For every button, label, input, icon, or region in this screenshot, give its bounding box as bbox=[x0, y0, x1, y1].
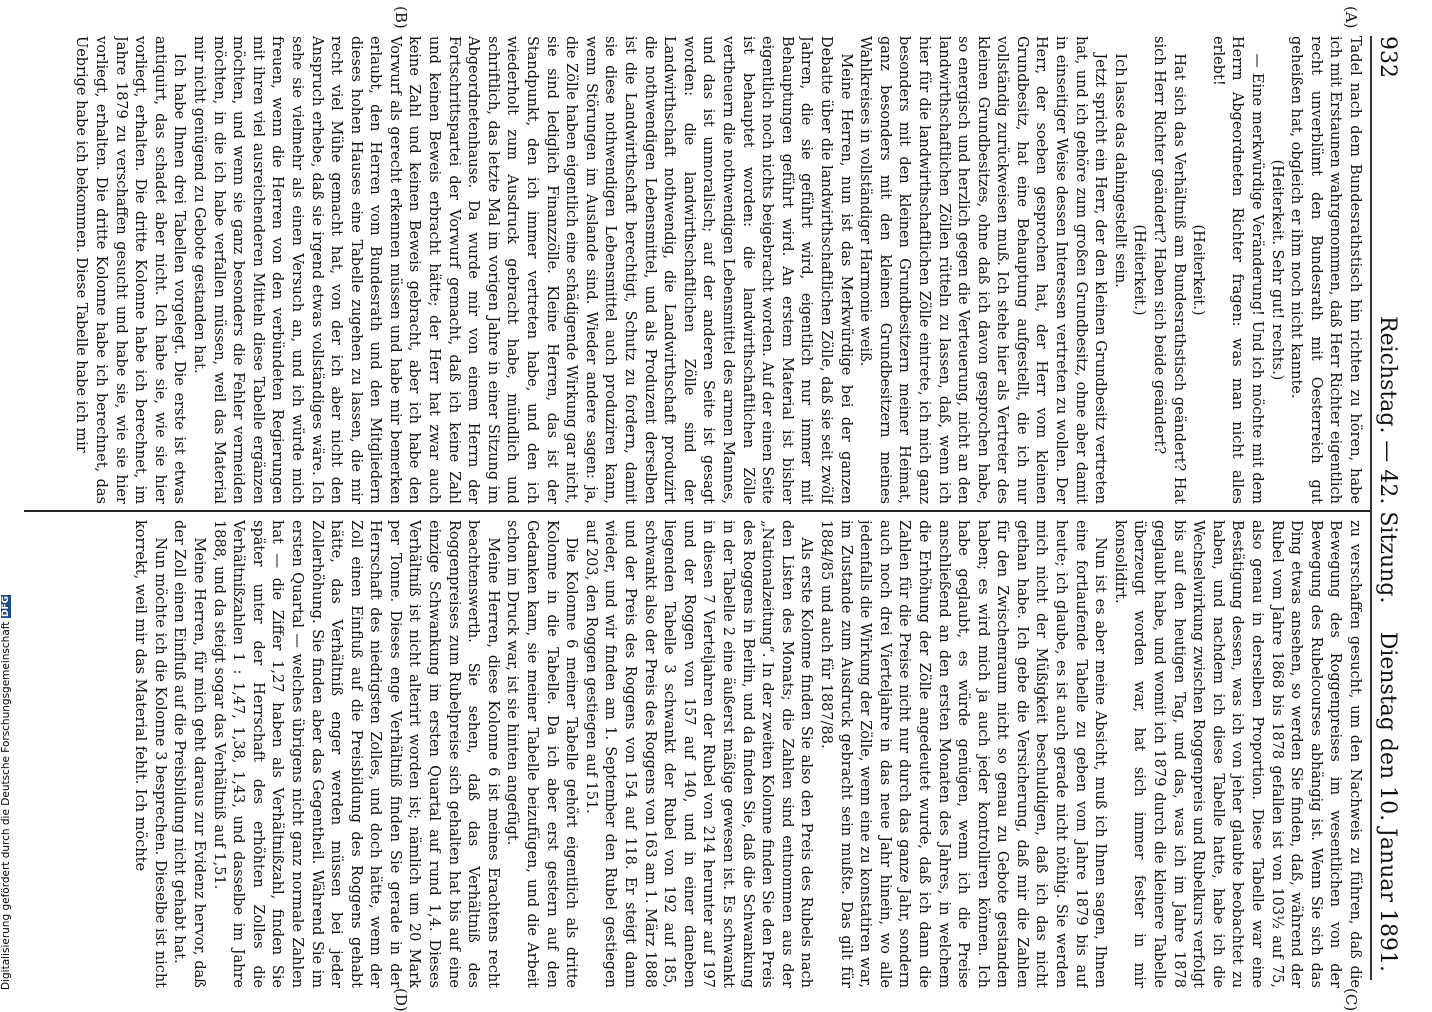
margin-marker-d: (D) bbox=[392, 988, 410, 1012]
interjection: (Heiterkeit. Sehr gut! rechts.) bbox=[1268, 159, 1285, 381]
paragraph: Ich habe Ihnen drei Tabellen vorgelegt. Die erste ist etwas antiquirt, das schadet aber nicht. Ich habe sie, wie sie hier vorliegt, erhalten. Die dritte Kolonne habe ich berechnet, im Jahre 1879 zu verschaffen gesucht und habe sie, wie sie hier vorliegt, erhalten. Die dritte Kolonne habe ich berechnet, das Uebrige habe ich bekommen. Diese Tabelle habe ich mir bbox=[73, 36, 188, 504]
left-text-column bbox=[24, 36, 1364, 504]
page-number: 932 bbox=[1375, 36, 1400, 78]
paragraph: Als erste Kolonne finden Sie also den Preis des Rubels nach den Listen des Monats; die Zahlen sind entnommen aus der „Nationalzeitung“. In der zweiten Kolonne finden Sie den Preis des Roggens in Berlin, und da finden Sie, daß die Schwankung in der Tabelle 2 eine äußerst mäßige gewesen ist. Es schwankt in diesen 7 Vierteljahren der Rubel von 214 herunter auf 197 und der Roggen von 157 auf 140, und in einer daneben liegenden Tabelle 3 schwankt der Rubel von 192 auf 185, schwankt also der Preis des Roggens von 163 am 1. März 1888 und der Preis des Roggens von 154 auf 118. Er steigt dann wieder, und wir finden am 1. September den Rubel gestiegen auf 203, den Roggen gestiegen auf 151. bbox=[582, 520, 815, 988]
column-divider bbox=[24, 510, 1370, 512]
paragraph: Nun ist es aber meine Absicht, muß ich Ihnen sagen, Ihnen eine fortlaufende Tabelle zu geben vom Jahre 1879 bis auf heute; ich glaube, es ist auch gerade nicht nöthig. Sie werden mich nicht der Müßigkeit beschuldigen, daß ich das nicht gethan habe. Ich gebe die Versicherung, daß mir die Zahlen für den Zwischenraum nicht so genau zu Gebote gestanden haben; es wird mich ja auch jeder kontrolliren können. Ich habe geglaubt, es würde genügen, wenn ich die Preise anschließend an den ersten Monaten des Jahres, in welchem die Erhöhung der Zölle angedeutet wurde, daß ich dann die Zahlen für die Preise nicht nur durch das ganze Jahr, sondern auch noch drei Vierteljahre in das neue Jahr hinein, wo alle jedenfalls die Wirkung der Zölle, wenn eine zu konstatiren war, im Zustande zum Ausdruck gebracht sein mußte. Das gilt für 1884/85 und auch für 1887/88. bbox=[817, 520, 1109, 988]
running-title: Reichstag. — 42. Sitzung. bbox=[1375, 316, 1400, 604]
margin-marker-b: (B) bbox=[392, 6, 410, 29]
session-date: Dienstag den 10. Januar 1891. bbox=[1375, 631, 1400, 972]
right-text-column bbox=[24, 520, 1364, 988]
paragraph: Jetzt spricht ein Herr, der den kleinen Grundbesitz vertreten hat, und ich gehöre zum großen Grundbesitz, ohne aber damit in einseitiger Weise dessen Interessen vertreten zu wollen. Der Herr, der soeben gesprochen hat, der Herr vom kleinen Grundbesitz, hat eine Behauptung aufgestellt, die ich nur vollständig zurückweisen muß. Ich stehe hier als Vertreter des kleinen Grundbesitzes, ohne daß ich davon gesprochen habe, so energisch und herzlich gegen die Verteuerung, nicht an den landwirthschaftlichen Zöllen rütteln zu lassen, daß, wenn ich hier für die landwirthschaftlichen Zölle eintrete, ich mich ganz besonders mit den kleinen Grundbesitzern meiner Heimat, ganz besonders mit den kleinen Grundbesitzern meines Wahlkreises in vollständiger Harmonie weiß. bbox=[857, 36, 1109, 504]
credit-text: Digitalisierung gefördert durch die Deutsche Forschungsgemeinschaft bbox=[0, 621, 12, 990]
paragraph: zu verschaffen gesucht, um den Nachweis zu führen, daß die Bewegung des Roggenpreises im wesentlichen von der Bewegung des Rubelcourses abhängig ist. Wenn Sie sich das Ding etwas ansehen, so werden Sie finden, daß, während der Rubel vom Jahre 1868 bis 1878 gefallen ist von 103½ auf 75, also genau in derselben Proportion. Diese Tabelle war eine Bestätigung dessen, was ich von jeher glaubte beobachtet zu haben, und nachdem ich diese Tabelle hatte, habe ich die Wechselwirkung zwischen Roggenpreis und Rubelkurs verfolgt bis auf den heutigen Tag, und das, was ich im Jahre 1878 geglaubt habe, und womit ich 1879 durch die kleinere Tabelle überzeugt worden war, hat sich immer fester in mir konsolidirt. bbox=[1111, 520, 1363, 988]
header-rule bbox=[1370, 36, 1372, 980]
paragraph: Meine Herren, nun ist das Merkwürdige bei der ganzen Debatte über die landwirthschaftlichen Zölle, daß sie seit zwölf Jahren, die sie geführt wird, eigentlich nur immer mit Behauptungen geführt wird. An erstem Material ist bisher eigentlich noch nichts beigebracht worden. Auf der einen Seite ist behauptet worden: die landwirthschaftlichen Zölle vertheuern die nothwendigen Lebensmittel des armen Mannes, und das ist unmoralisch; auf der anderen Seite ist gesagt worden: die landwirthschaftlichen Zölle sind der Landwirthschaft nothwendig, die Landwirthschaft produzirt die nothwendigen Lebensmittel, und als Produzent derselben ist die Landwirthschaft berechtigt, Schutz zu fordern, damit sie diese nothwendigen Lebensmittel auch produziren kann, wenn Störungen im Auslande sind. Wieder andere sagen: ja, die Zölle haben eigentlich eine schädigende Wirkung gar nicht, sie sind lediglich Finanzzölle. Kleine Herren, das ist der Standpunkt, den ich immer vertreten habe, und den ich wiederholt zum Ausdruck gebracht habe, mündlich und schriftlich, das letzte Mal im vorigen Jahre in einer Sitzung im Abgeordnetenhause. Da wurde mir von einem Herrn der Fortschrittspartei der Vorwurf gemacht, daß ich keine Zahl und keinen Beweis erbracht hätte; der Herr hat zwar auch keine Zahl und keinen Beweis gebracht, aber ich habe den Vorwurf als gerecht erkennen müssen und habe mir bemerken erlaubt, den Herren vom Bundesrath und den Mitgliedern dieses hohen Hauses eine Tabelle zugehen zu lassen, die mir recht viel Mühe gemacht hat, von der ich aber nicht den Anspruch erhebe, daß sie irgend etwas vollständiges wäre. Ich sehe sie vielmehr als einen Versuch an, und ich würde mich freuen, wenn die Herren von den verbündeten Regierungen mit ihren viel ausreichenderen Mitteln diese Tabelle ergänzen möchten, und wenn sie ganz besonders die Fehler vermeiden möchten, in die ich habe verfallen müssen, weil das Material mir nicht genügend zu Gebote gestanden hat. bbox=[190, 36, 854, 504]
paragraph: Meine Herren, für mich geht daraus zur Evidenz hervor, daß der Zoll einen Einfluß auf die Preisbildung nicht gehabt hat. bbox=[171, 520, 207, 988]
dfg-logo: DFG bbox=[1, 596, 11, 618]
paragraph: Tadel nach dem Bundesrathstisch hin richten zu hören, habe ich mit Erstaunen wahrgenommen, daß Herr Richter eigentlich recht unverblümt den Bundesrath mit Oesterreich gut geheißen hat, obgleich er ihm noch nicht kannte. bbox=[1288, 36, 1363, 504]
paragraph: Die Kolonne 6 meiner Tabelle gehört eigentlich als dritte Kolonne in die Tabelle. Da ich aber erst gestern auf den Gedanken kam, sie meiner Tabelle beizufügen, und die Arbeit schon im Druck war, ist sie hinten angefügt. bbox=[504, 520, 580, 988]
paragraph: Hat sich das Verhältniß am Bundesrathstisch geändert? Hat sich Herr Richter geändert? Haben sich beide geändert? bbox=[1151, 36, 1187, 504]
margin-marker-a: (A) bbox=[1342, 6, 1360, 29]
paragraph: Meine Herren, diese Kolonne 6 ist meines Erachtens recht beachtenswerth. Sie sehen, daß das Verhältniß des Roggenpreises zum Rubelpreise sich gehalten hat bis auf eine einzige Schwankung im ersten Quartal auf rund 1,4. Dieses Verhältniß ist nicht alterirt worden ist; nämlich um 20 Mark per Tonne. Dieses enge Verhältniß finden Sie gerade in der Herrschaft des niedrigsten Zolles, und doch hätte, wenn der Zoll einen Einfluß auf die Preisbildung des Roggens gehabt hätte, das Verhältniß enger werden müssen bei jeder Zollerhöhung. Sie finden aber das Gegentheil. Während Sie im ersten Quartal — welches übrigens nicht ganz normale Zahlen hat — die Ziffer 1,27 haben als Verhältnißzahl, finden Sie später unter der Herrschaft des erhöhten Zolles die Verhältnißzahlen 1 : 1,47, 1,38, 1,43, und dasselbe im Jahre 1888, und da steigt sogar das Verhältniß auf 1,51. bbox=[210, 520, 501, 988]
paragraph: — Eine merkwürdige Veränderung! Und ich möchte mit dem Herrn Abgeordneten Richter fragen: was man nicht alles erlebt! bbox=[1209, 36, 1266, 504]
interjection: (Heiterkeit.) bbox=[1131, 224, 1148, 316]
paragraph: Nun möchte ich die Kolonne 3 besprechen. Dieselbe ist nicht korrekt, weil mir das Material fehlt. Ich möchte bbox=[132, 520, 168, 988]
interjection: (Heiterkeit.) bbox=[1190, 224, 1207, 316]
margin-marker-c: (C) bbox=[1342, 988, 1360, 1012]
digitization-credit bbox=[0, 300, 22, 990]
paragraph: Ich lasse das dahingestellt sein. bbox=[1111, 53, 1128, 288]
page-header bbox=[1370, 36, 1402, 980]
